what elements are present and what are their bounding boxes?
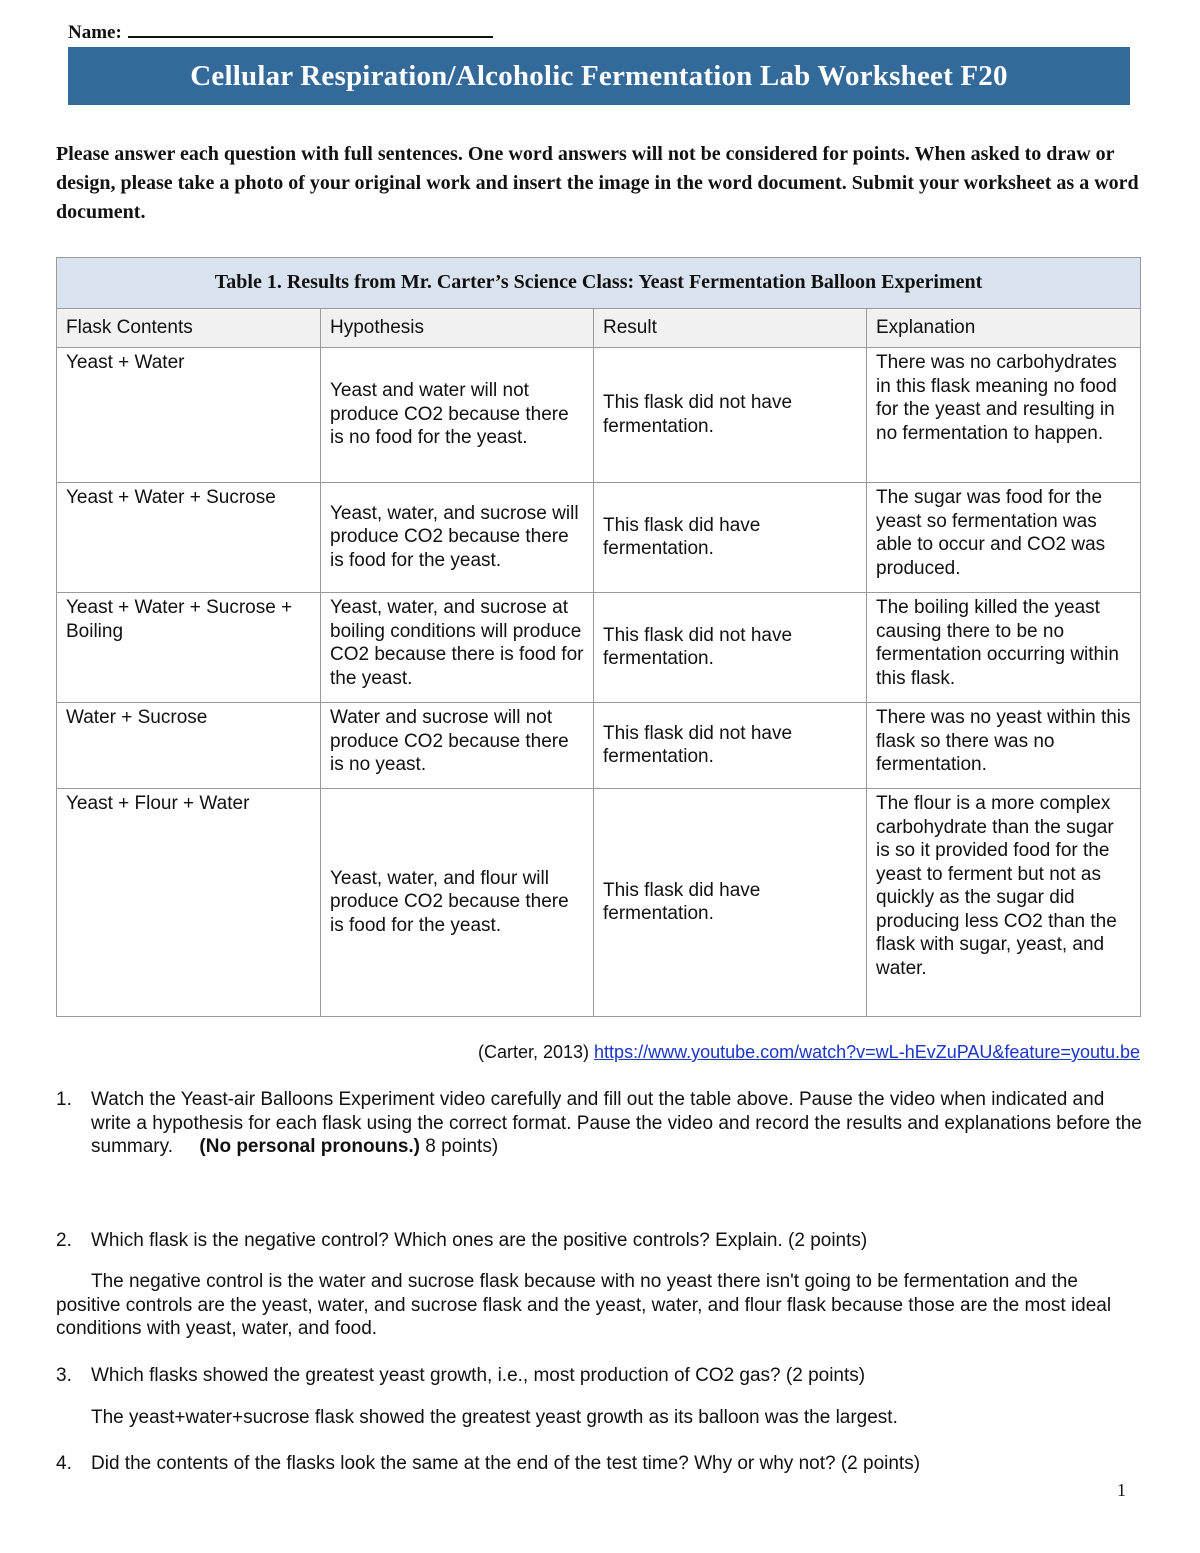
explanation-cell: The sugar was food for the yeast so fermentation was able to occur and CO2 was produced. bbox=[867, 483, 1141, 593]
flask-contents-cell: Yeast + Water bbox=[57, 348, 321, 483]
column-header: Explanation bbox=[867, 309, 1141, 348]
citation-text: (Carter, 2013) bbox=[477, 1042, 590, 1062]
hypothesis-cell: Water and sucrose will not produce CO2 because there is no yeast. bbox=[321, 703, 594, 789]
table-caption: Table 1. Results from Mr. Carter’s Science Class: Yeast Fermentation Balloon Experiment bbox=[57, 258, 1141, 309]
hypothesis-cell: Yeast, water, and flour will produce CO2 because there is food for the yeast. bbox=[321, 789, 594, 1017]
answer-text: The yeast+water+sucrose flask showed the greatest yeast growth as its balloon was the largest. bbox=[91, 1407, 898, 1428]
citation bbox=[478, 1042, 1140, 1063]
answer-text: The negative control is the water and sucrose flask because with no yeast there isn't going to be fermentation and the positive controls are the yeast, water, and sucrose flask and the yeast, water, and flour flask because those are the most ideal conditions with yeast, water, and food. bbox=[56, 1271, 1112, 1339]
question-1 bbox=[56, 1088, 1146, 1159]
question-4 bbox=[56, 1452, 1146, 1476]
worksheet-title: Cellular Respiration/Alcoholic Fermentation Lab Worksheet F20 bbox=[190, 59, 1008, 92]
name-blank-line[interactable] bbox=[128, 22, 493, 38]
question-3 bbox=[56, 1364, 1146, 1388]
table-row bbox=[57, 483, 1141, 593]
question-emphasis: (No personal pronouns.) bbox=[199, 1136, 420, 1157]
explanation-cell: There was no yeast within this flask so there was no fermentation. bbox=[867, 703, 1141, 789]
explanation-cell: There was no carbohydrates in this flask meaning no food for the yeast and resulting in no fermentation to happen. bbox=[867, 348, 1141, 483]
flask-contents-cell: Water + Sucrose bbox=[57, 703, 321, 789]
explanation-cell: The boiling killed the yeast causing there to be no fermentation occurring within this flask. bbox=[867, 593, 1141, 703]
question-number: 1. bbox=[56, 1089, 72, 1110]
column-header: Hypothesis bbox=[321, 309, 594, 348]
question-text: Watch the Yeast-air Balloons Experiment video carefully and fill out the table above. Pause the video when indicated and write a hypothesis for each flask using the correct format. Pause the video and record the results and explanations before the summary. bbox=[91, 1089, 1142, 1157]
question-2 bbox=[56, 1229, 1146, 1253]
question-text: Did the contents of the flasks look the same at the end of the test time? Why or why not? (2 points) bbox=[91, 1453, 921, 1474]
table-row bbox=[57, 789, 1141, 1017]
result-cell: This flask did not have fermentation. bbox=[594, 703, 867, 789]
result-cell: This flask did not have fermentation. bbox=[594, 593, 867, 703]
name-label: Name: bbox=[68, 22, 122, 43]
hypothesis-cell: Yeast, water, and sucrose will produce CO2 because there is food for the yeast. bbox=[321, 483, 594, 593]
instructions-paragraph: Please answer each question with full sentences. One word answers will not be considered for points. When asked to draw or design, please take a photo of your original work and insert the image in the word document. Submit your worksheet as a word document. bbox=[56, 143, 1139, 223]
table-header-row bbox=[57, 309, 1141, 348]
results-table bbox=[56, 257, 1141, 1017]
result-cell: This flask did not have fermentation. bbox=[594, 348, 867, 483]
question-number: 4. bbox=[56, 1453, 72, 1474]
answer-3[interactable] bbox=[56, 1406, 1146, 1430]
hypothesis-cell: Yeast and water will not produce CO2 because there is no food for the yeast. bbox=[321, 348, 594, 483]
page-number: 1 bbox=[1117, 1480, 1126, 1500]
explanation-cell: The flour is a more complex carbohydrate than the sugar is so it provided food for the yeast to ferment but not as quickly as the sugar did producing less CO2 than the flask with sugar, yeast, and water. bbox=[867, 789, 1141, 1017]
question-number: 2. bbox=[56, 1230, 72, 1251]
answer-2[interactable] bbox=[56, 1270, 1146, 1341]
table-row bbox=[57, 593, 1141, 703]
table-row bbox=[57, 703, 1141, 789]
flask-contents-cell: Yeast + Water + Sucrose + Boiling bbox=[57, 593, 321, 703]
column-header: Flask Contents bbox=[57, 309, 321, 348]
flask-contents-cell: Yeast + Flour + Water bbox=[57, 789, 321, 1017]
worksheet-title-banner bbox=[68, 47, 1130, 105]
question-text: Which flask is the negative control? Which ones are the positive controls? Explain. (2 points) bbox=[91, 1230, 868, 1251]
name-field bbox=[68, 22, 493, 44]
question-points: 8 points) bbox=[425, 1136, 499, 1157]
video-link[interactable]: https://www.youtube.com/watch?v=wL-hEvZuPAU&feature=youtu.be bbox=[594, 1042, 1140, 1062]
column-header: Result bbox=[594, 309, 867, 348]
table-row bbox=[57, 348, 1141, 483]
result-cell: This flask did have fermentation. bbox=[594, 483, 867, 593]
hypothesis-cell: Yeast, water, and sucrose at boiling conditions will produce CO2 because there is food for the yeast. bbox=[321, 593, 594, 703]
flask-contents-cell: Yeast + Water + Sucrose bbox=[57, 483, 321, 593]
question-number: 3. bbox=[56, 1365, 72, 1386]
result-cell: This flask did have fermentation. bbox=[594, 789, 867, 1017]
question-text: Which flasks showed the greatest yeast growth, i.e., most production of CO2 gas? (2 points) bbox=[91, 1365, 866, 1386]
